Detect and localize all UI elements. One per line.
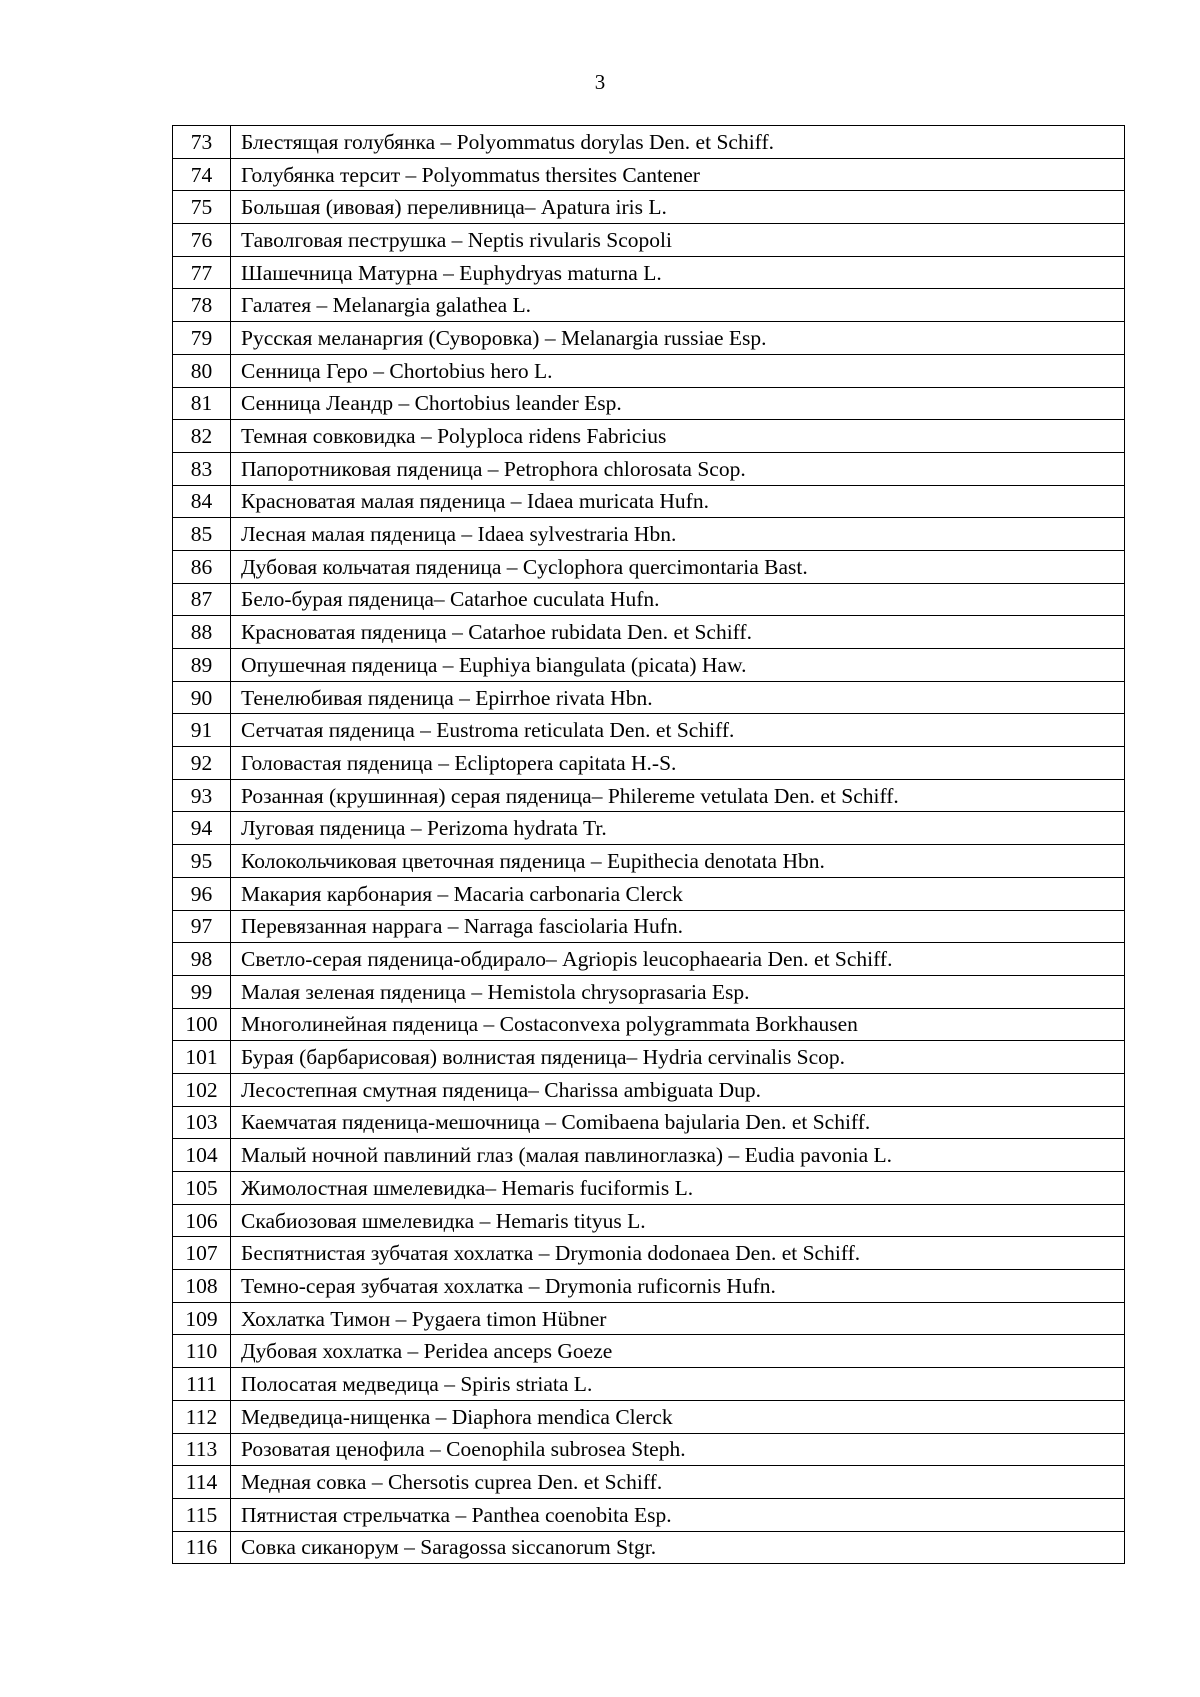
row-number-cell: 89 (173, 649, 231, 682)
table-row (173, 1270, 1125, 1303)
species-name-cell: Большая (ивовая) переливница– Apatura iris L. (231, 191, 1125, 224)
row-number-cell: 112 (173, 1400, 231, 1433)
table-row (173, 779, 1125, 812)
species-name-cell: Темная совковидка – Polyploca ridens Fabricius (231, 420, 1125, 453)
table-row (173, 747, 1125, 780)
table-row (173, 1008, 1125, 1041)
species-name-cell: Луговая пяденица – Perizoma hydrata Tr. (231, 812, 1125, 845)
table-row (173, 126, 1125, 159)
species-name-cell: Русская меланаргия (Суворовка) – Melanargia russiae Esp. (231, 322, 1125, 355)
table-row (173, 1041, 1125, 1074)
species-name-cell: Таволговая пеструшка – Neptis rivularis Scopoli (231, 224, 1125, 257)
table-row (173, 1073, 1125, 1106)
row-number-cell: 93 (173, 779, 231, 812)
species-name-cell: Макария карбонария – Macaria carbonaria Clerck (231, 877, 1125, 910)
species-name-cell: Беспятнистая зубчатая хохлатка – Drymonia dodonaea Den. et Schiff. (231, 1237, 1125, 1270)
row-number-cell: 113 (173, 1433, 231, 1466)
table-row (173, 1531, 1125, 1564)
row-number-cell: 81 (173, 387, 231, 420)
table-row (173, 1204, 1125, 1237)
table-row (173, 1368, 1125, 1401)
table-row (173, 1433, 1125, 1466)
species-name-cell: Шашечница Матурна – Euphydryas maturna L. (231, 256, 1125, 289)
table-row (173, 387, 1125, 420)
table-row (173, 452, 1125, 485)
row-number-cell: 73 (173, 126, 231, 159)
table-row (173, 1498, 1125, 1531)
row-number-cell: 105 (173, 1172, 231, 1205)
row-number-cell: 78 (173, 289, 231, 322)
row-number-cell: 111 (173, 1368, 231, 1401)
row-number-cell: 109 (173, 1302, 231, 1335)
species-name-cell: Красноватая пяденица – Catarhoe rubidata Den. et Schiff. (231, 616, 1125, 649)
species-name-cell: Галатея – Melanargia galathea L. (231, 289, 1125, 322)
table-row (173, 158, 1125, 191)
row-number-cell: 90 (173, 681, 231, 714)
row-number-cell: 94 (173, 812, 231, 845)
row-number-cell: 91 (173, 714, 231, 747)
row-number-cell: 85 (173, 518, 231, 551)
species-name-cell: Сенница Геро – Chortobius hero L. (231, 354, 1125, 387)
species-name-cell: Каемчатая пяденица-мешочница – Comibaena bajularia Den. et Schiff. (231, 1106, 1125, 1139)
species-name-cell: Колокольчиковая цветочная пяденица – Eupithecia denotata Hbn. (231, 845, 1125, 878)
table-row (173, 256, 1125, 289)
species-name-cell: Малая зеленая пяденица – Hemistola chrysoprasaria Esp. (231, 975, 1125, 1008)
species-name-cell: Опушечная пяденица – Euphiya biangulata (picata) Haw. (231, 649, 1125, 682)
row-number-cell: 96 (173, 877, 231, 910)
row-number-cell: 79 (173, 322, 231, 355)
table-row (173, 354, 1125, 387)
table-row (173, 583, 1125, 616)
row-number-cell: 116 (173, 1531, 231, 1564)
table-row (173, 812, 1125, 845)
species-name-cell: Дубовая кольчатая пяденица – Cyclophora quercimontaria Bast. (231, 550, 1125, 583)
row-number-cell: 115 (173, 1498, 231, 1531)
row-number-cell: 76 (173, 224, 231, 257)
row-number-cell: 84 (173, 485, 231, 518)
row-number-cell: 99 (173, 975, 231, 1008)
table-row (173, 975, 1125, 1008)
species-name-cell: Малый ночной павлиний глаз (малая павлиноглазка) – Eudia pavonia L. (231, 1139, 1125, 1172)
species-name-cell: Голубянка терсит – Polyommatus thersites Cantener (231, 158, 1125, 191)
species-name-cell: Хохлатка Тимон – Pygaera timon Hübner (231, 1302, 1125, 1335)
table-row (173, 1400, 1125, 1433)
species-name-cell: Перевязанная наррага – Narraga fasciolaria Hufn. (231, 910, 1125, 943)
table-row (173, 943, 1125, 976)
table-row (173, 649, 1125, 682)
species-name-cell: Розанная (крушинная) серая пяденица– Philereme vetulata Den. et Schiff. (231, 779, 1125, 812)
page-number: 3 (594, 70, 606, 94)
row-number-cell: 80 (173, 354, 231, 387)
row-number-cell: 102 (173, 1073, 231, 1106)
row-number-cell: 106 (173, 1204, 231, 1237)
table-row (173, 518, 1125, 551)
table-row (173, 1237, 1125, 1270)
table-row (173, 877, 1125, 910)
species-table (172, 125, 1125, 1564)
table-row (173, 616, 1125, 649)
row-number-cell: 83 (173, 452, 231, 485)
table-row (173, 1466, 1125, 1499)
species-name-cell: Жимолостная шмелевидка– Hemaris fuciformis L. (231, 1172, 1125, 1205)
table-row (173, 845, 1125, 878)
table-row (173, 681, 1125, 714)
table-row (173, 191, 1125, 224)
species-name-cell: Пятнистая стрельчатка – Panthea coenobita Esp. (231, 1498, 1125, 1531)
row-number-cell: 75 (173, 191, 231, 224)
table-row (173, 910, 1125, 943)
species-name-cell: Папоротниковая пяденица – Petrophora chlorosata Scop. (231, 452, 1125, 485)
species-name-cell: Скабиозовая шмелевидка – Hemaris tityus L. (231, 1204, 1125, 1237)
row-number-cell: 77 (173, 256, 231, 289)
row-number-cell: 88 (173, 616, 231, 649)
species-name-cell: Сетчатая пяденица – Eustroma reticulata Den. et Schiff. (231, 714, 1125, 747)
species-name-cell: Блестящая голубянка – Polyommatus dorylas Den. et Schiff. (231, 126, 1125, 159)
row-number-cell: 103 (173, 1106, 231, 1139)
species-name-cell: Многолинейная пяденица – Costaconvexa polygrammata Borkhausen (231, 1008, 1125, 1041)
row-number-cell: 110 (173, 1335, 231, 1368)
species-name-cell: Медведица-нищенка – Diaphora mendica Clerck (231, 1400, 1125, 1433)
row-number-cell: 92 (173, 747, 231, 780)
table-row (173, 420, 1125, 453)
row-number-cell: 101 (173, 1041, 231, 1074)
row-number-cell: 100 (173, 1008, 231, 1041)
row-number-cell: 108 (173, 1270, 231, 1303)
row-number-cell: 82 (173, 420, 231, 453)
table-row (173, 1139, 1125, 1172)
species-name-cell: Бурая (барбарисовая) волнистая пяденица– Hydria cervinalis Scop. (231, 1041, 1125, 1074)
species-name-cell: Розоватая ценофила – Coenophila subrosea Steph. (231, 1433, 1125, 1466)
species-name-cell: Темно-серая зубчатая хохлатка – Drymonia ruficornis Hufn. (231, 1270, 1125, 1303)
species-table-body (173, 126, 1125, 1564)
row-number-cell: 74 (173, 158, 231, 191)
table-row (173, 714, 1125, 747)
row-number-cell: 95 (173, 845, 231, 878)
species-name-cell: Тенелюбивая пяденица – Epirrhoe rivata Hbn. (231, 681, 1125, 714)
table-row (173, 485, 1125, 518)
species-name-cell: Сенница Леандр – Chortobius leander Esp. (231, 387, 1125, 420)
species-name-cell: Лесная малая пяденица – Idaea sylvestraria Hbn. (231, 518, 1125, 551)
species-name-cell: Медная совка – Chersotis cuprea Den. et Schiff. (231, 1466, 1125, 1499)
table-row (173, 224, 1125, 257)
species-name-cell: Красноватая малая пяденица – Idaea muricata Hufn. (231, 485, 1125, 518)
table-row (173, 322, 1125, 355)
species-name-cell: Полосатая медведица – Spiris striata L. (231, 1368, 1125, 1401)
row-number-cell: 114 (173, 1466, 231, 1499)
species-name-cell: Дубовая хохлатка – Peridea anceps Goeze (231, 1335, 1125, 1368)
table-row (173, 289, 1125, 322)
row-number-cell: 97 (173, 910, 231, 943)
species-name-cell: Светло-серая пяденица-обдирало– Agriopis leucophaearia Den. et Schiff. (231, 943, 1125, 976)
species-name-cell: Лесостепная смутная пяденица– Charissa ambiguata Dup. (231, 1073, 1125, 1106)
species-name-cell: Совка сиканорум – Saragossa siccanorum Stgr. (231, 1531, 1125, 1564)
table-row (173, 1172, 1125, 1205)
row-number-cell: 104 (173, 1139, 231, 1172)
table-row (173, 1106, 1125, 1139)
row-number-cell: 98 (173, 943, 231, 976)
species-name-cell: Бело-бурая пяденица– Catarhoe cuculata Hufn. (231, 583, 1125, 616)
row-number-cell: 86 (173, 550, 231, 583)
table-row (173, 1335, 1125, 1368)
row-number-cell: 107 (173, 1237, 231, 1270)
table-row (173, 550, 1125, 583)
row-number-cell: 87 (173, 583, 231, 616)
table-row (173, 1302, 1125, 1335)
species-name-cell: Головастая пяденица – Ecliptopera capitata H.-S. (231, 747, 1125, 780)
